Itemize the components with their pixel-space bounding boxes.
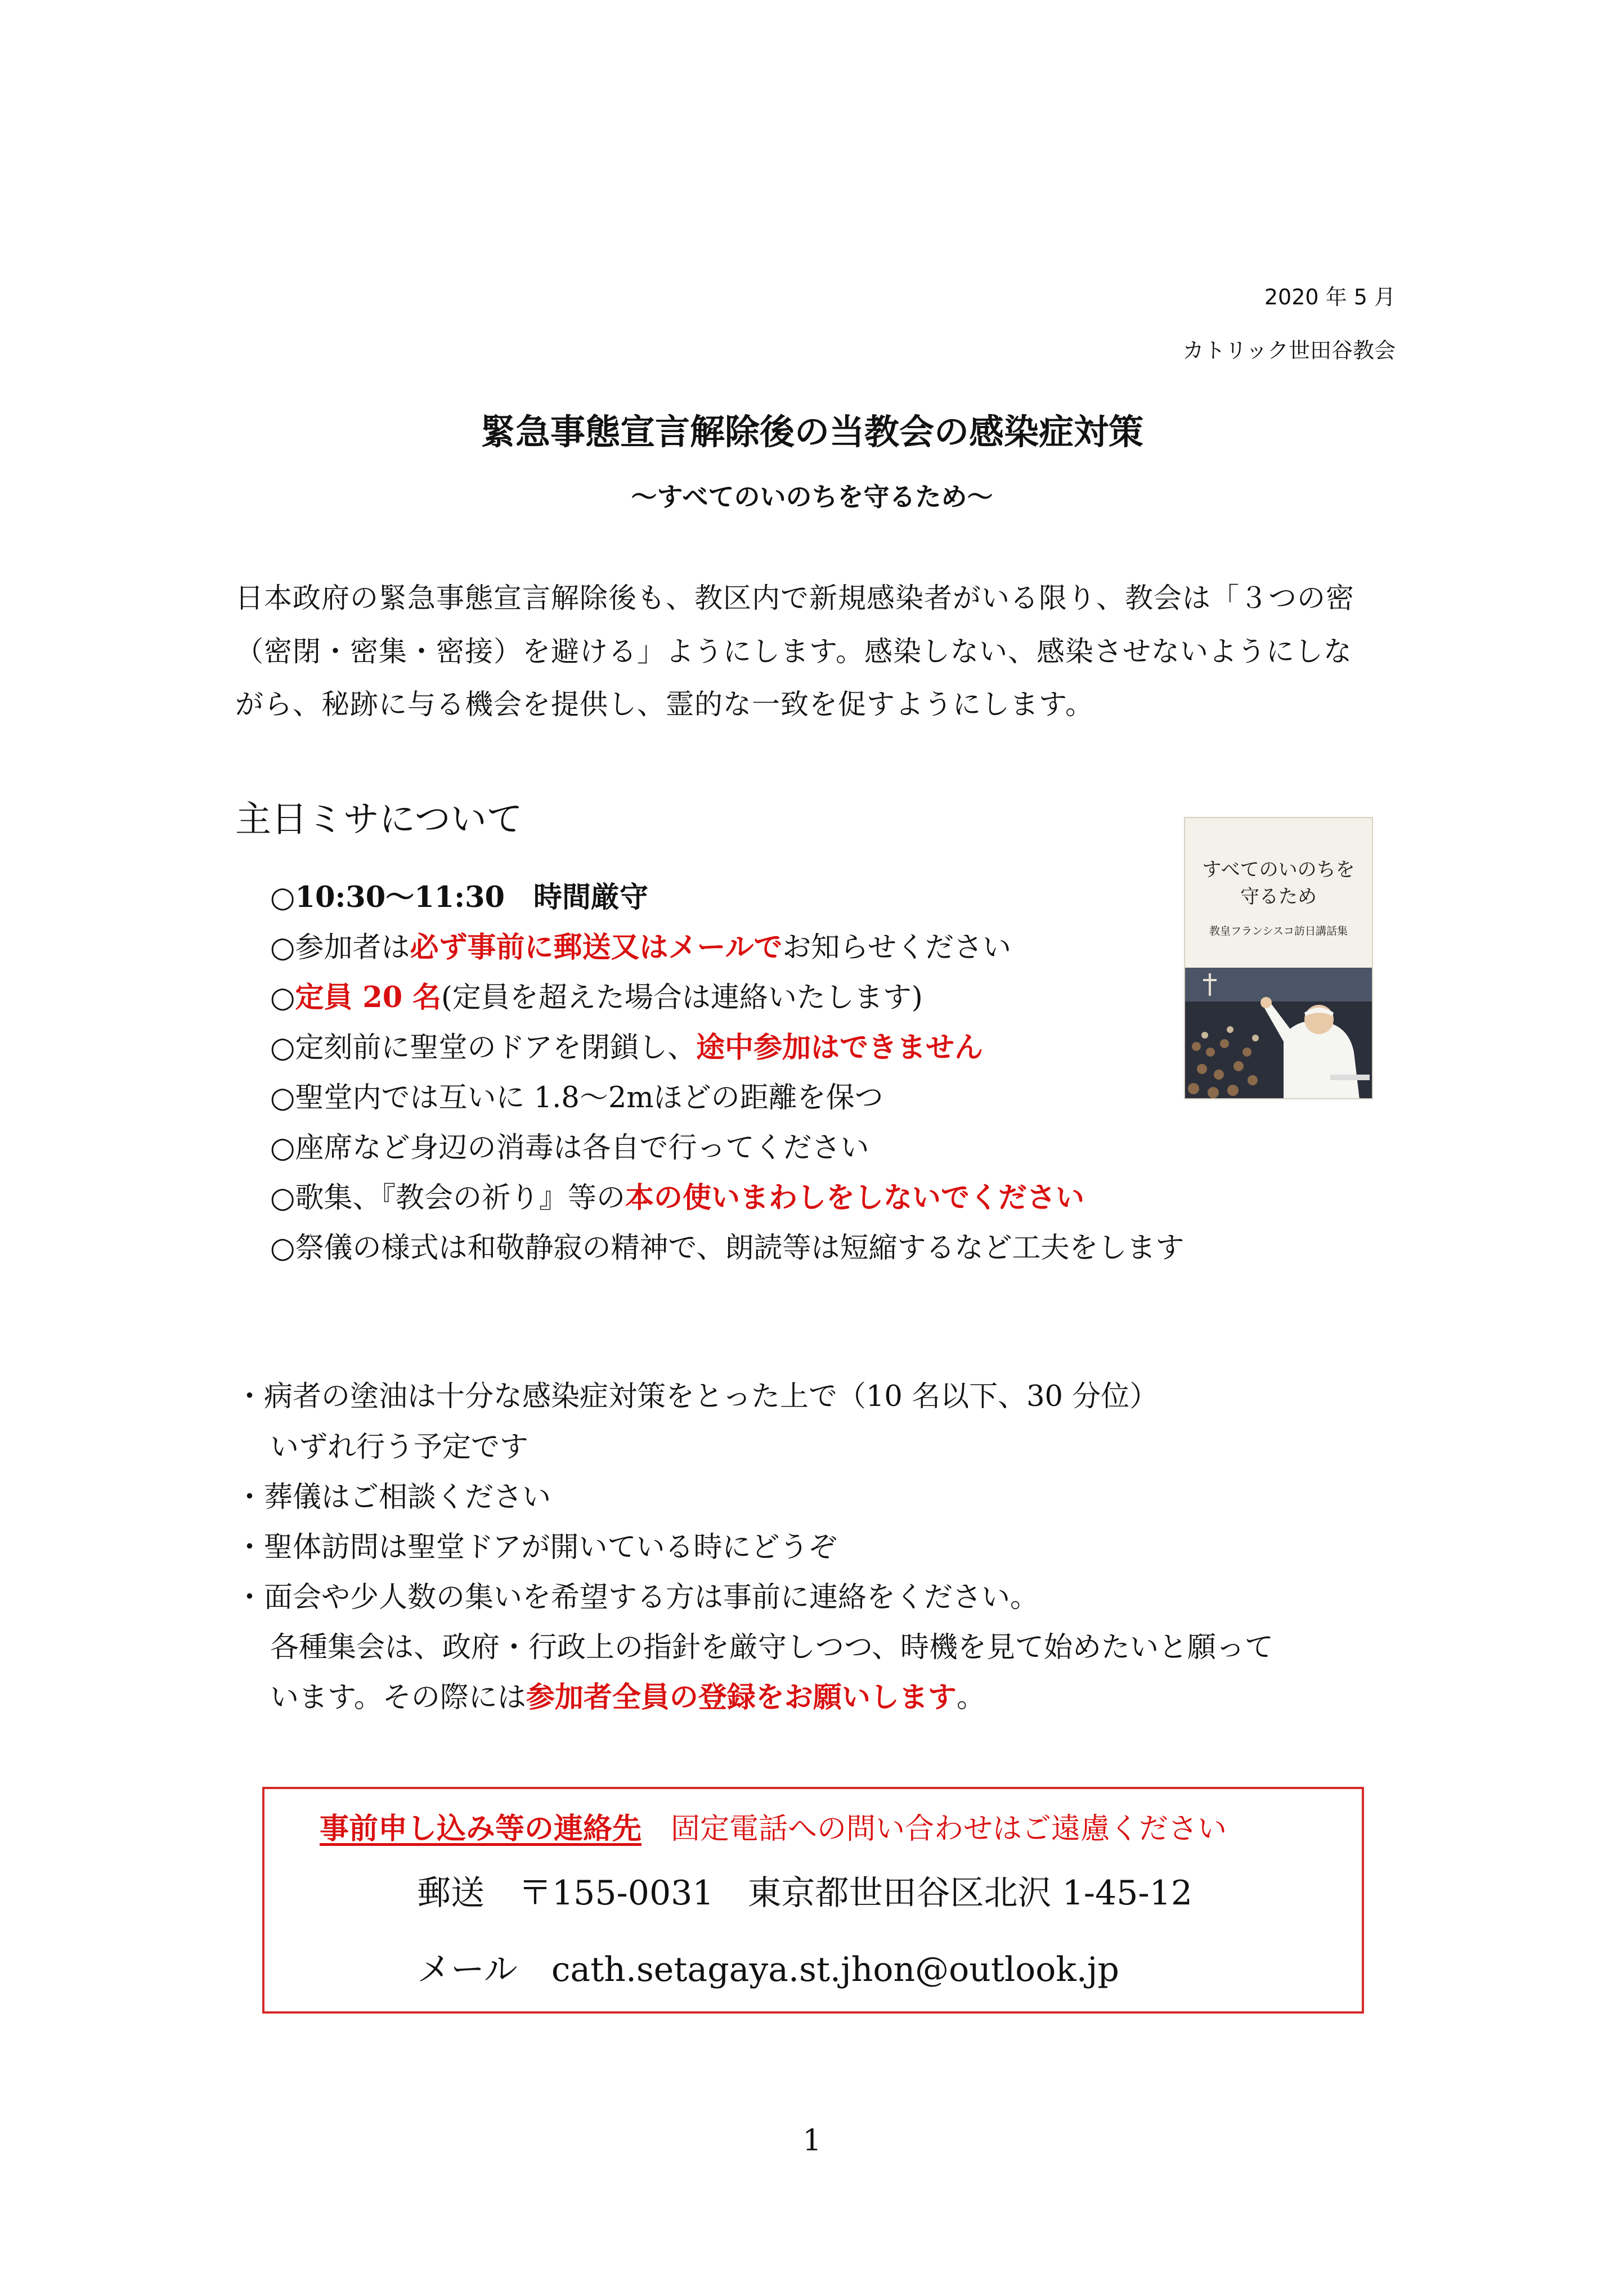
postal-code: 〒155-0031	[518, 1873, 714, 1913]
email-label: メール	[417, 1950, 518, 1989]
email-address[interactable]: cath.setagaya.st.jhon@outlook.jp	[551, 1950, 1119, 1989]
bullet-item: ・面会や少人数の集いを希望する方は事前に連絡をください。	[235, 1581, 1039, 1614]
postal-label: 郵送	[417, 1873, 484, 1913]
section-heading: 主日ミサについて	[235, 799, 523, 841]
item-text: ○参加者は	[270, 931, 410, 964]
contact-heading	[320, 1805, 1227, 1847]
book-title: 守るため	[1240, 886, 1317, 908]
contact-title: 事前申し込み等の連絡先	[320, 1812, 642, 1846]
mass-item-door	[270, 1024, 983, 1066]
bullet-item: ・聖体訪問は聖堂ドアが開いている時にどうぞ	[235, 1531, 837, 1564]
mass-item-books	[270, 1174, 1084, 1216]
bullet-item: ・葬儀はご相談ください	[235, 1481, 551, 1514]
item-text: 。	[956, 1681, 985, 1714]
bullet-item-cont: いずれ行う予定です	[270, 1431, 529, 1464]
bullet-item-cont: 各種集会は、政府・行政上の指針を厳守しつつ、時機を見て始めたいと願って	[270, 1631, 1273, 1664]
book-title: すべてのいのちを	[1202, 859, 1355, 881]
intro-line: 日本政府の緊急事態宣言解除後も、教区内で新規感染者がいる限り、教会は「３つの密	[235, 582, 1354, 614]
item-text: ○歌集、『教会の祈り』等の	[270, 1181, 626, 1215]
spacer	[641, 1812, 671, 1846]
contact-postal-row	[417, 1866, 1192, 1915]
item-emphasis: 本の使いまわしをしないでください	[625, 1181, 1085, 1215]
item-text: (定員を超えた場合は連絡いたします)	[441, 981, 923, 1014]
intro-line: （密閉・密集・密接）を避ける」ようにします。感染しない、感染させないようにしな	[235, 635, 1352, 668]
organization: カトリック世田谷教会	[1182, 338, 1396, 363]
postal-address: 東京都世田谷区北沢 1-45-12	[747, 1873, 1192, 1913]
item-text: ○定刻前に聖堂のドアを閉鎖し、	[270, 1031, 696, 1064]
mass-item-disinfect: ○座席など身辺の消毒は各自で行ってください	[270, 1131, 869, 1165]
bullet-item: ・病者の塗油は十分な感染症対策をとった上で（10 名以下、30 分位）	[235, 1380, 1159, 1413]
item-text: お知らせください	[782, 931, 1011, 964]
item-text: います。その際には	[270, 1681, 526, 1714]
book-subtitle: 教皇フランシスコ訪日講話集	[1209, 925, 1348, 937]
item-emphasis: 必ず事前に郵送又はメールで	[410, 931, 783, 964]
mass-item-time: ○10:30～11:30 時間厳守	[270, 880, 649, 914]
page-subtitle: ～すべてのいのちを守るため～	[631, 482, 993, 512]
contact-note: 固定電話への問い合わせはご遠慮ください	[671, 1812, 1227, 1846]
intro-line: がら、秘跡に与る機会を提供し、霊的な一致を促すようにします。	[235, 688, 1094, 721]
bullet-item-cont	[270, 1674, 985, 1715]
mass-item-registration	[270, 924, 1011, 965]
item-emphasis: 途中参加はできません	[696, 1031, 983, 1064]
contact-email-row	[417, 1943, 1119, 1991]
mass-item-liturgy: ○祭儀の様式は和敬静寂の精神で、朗読等は短縮するなど工夫をします	[270, 1232, 1185, 1265]
item-emphasis: 参加者全員の登録をお願いします	[526, 1681, 957, 1714]
mass-item-distance: ○聖堂内では互いに 1.8～2mほどの距離を保つ	[270, 1081, 883, 1115]
page-title: 緊急事態宣言解除後の当教会の感染症対策	[480, 411, 1143, 452]
item-emphasis: 定員 20 名	[295, 981, 441, 1014]
page-number: 1	[802, 2124, 822, 2158]
book-photo	[1185, 968, 1372, 1099]
item-text: ○	[270, 981, 295, 1014]
book-cover-image	[1184, 817, 1373, 1099]
mass-item-capacity	[270, 974, 923, 1016]
date: 2020 年 5 月	[1264, 285, 1396, 309]
